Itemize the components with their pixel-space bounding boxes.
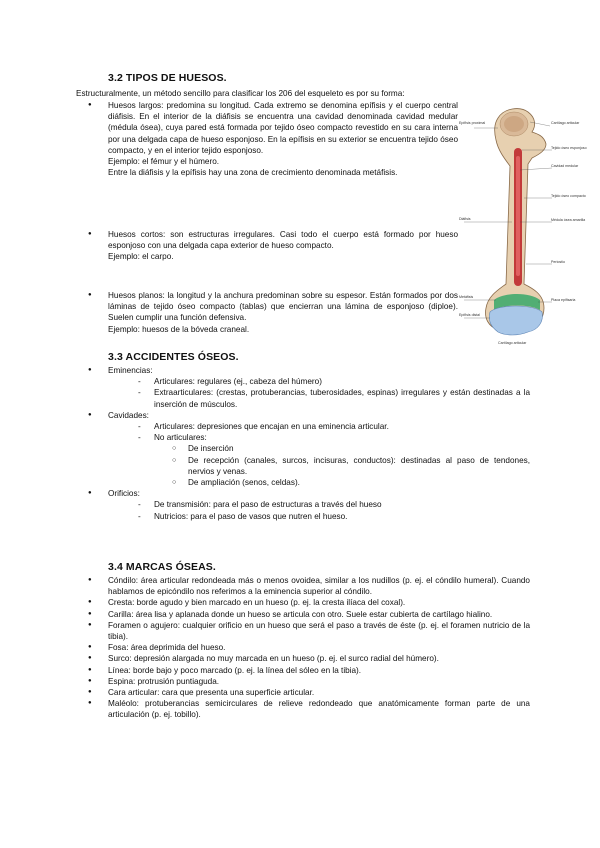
huesos-cortos-desc: ● Huesos cortos: son estructuras irregulares. Casi todo el cuerpo está formado por hueso esponjoso con una delgada capa exterior de hueso compacto. (108, 230, 458, 251)
bone-types-list (82, 100, 458, 178)
list-item-orificios (82, 488, 530, 522)
eminencias-extraarticulares: - Extraarticulares: (crestas, protuberancias, tuberosidades, espinas) irregulares y están destinadas a la inserción de músculos. (138, 387, 530, 409)
section-intro: Estructuralmente, un método sencillo para clasificar los 206 del esqueleto es por su forma: (76, 89, 405, 98)
huesos-cortos-example: Ejemplo: el carpo. (108, 252, 174, 262)
accidentes-list (82, 365, 530, 522)
huesos-largos-desc: ● Huesos largos: predomina su longitud. Cada extremo se denomina epífisis y el cuerpo central diáfisis. En el interior de la diáfisis se encuentra una cavidad denominada cavidad medular (médula ósea), cuya pared está formada por tejido óseo compacto revestido en su cara interna por una delgada capa de hueso esponjoso. En la epífisis en su exterior se encuentra tejido óseo compacto, y en el interior tejido esponjoso. (108, 101, 458, 155)
label-diafisis: Diáfisis (459, 217, 471, 221)
cavidad-recepcion: ○ De recepción (canales, surcos, incisuras, conductos): destinadas al paso de tendones, nervios y venas. (166, 455, 530, 477)
label-epifisis-proximal: Epífisis proximal (459, 121, 486, 125)
label-epifisis-distal: Epífisis distal (459, 313, 480, 317)
orificios-sublist (108, 499, 530, 521)
spongy-bone-proximal (504, 116, 524, 132)
label-metafisis: Metáfisis (459, 295, 474, 299)
list-item-huesos-largos (82, 100, 458, 178)
label-periostio: Periostio (551, 260, 565, 264)
huesos-planos-desc: ● Huesos planos: la longitud y la anchura predominan sobre su espesor. Están formados por dos láminas de tejido óseo compacto (tablas) que encierran una lámina de esponjoso (diploe). Suelen cumplir una función defensiva. (108, 291, 458, 323)
section-heading-tipos-huesos: 3.2 TIPOS DE HUESOS. (108, 72, 227, 84)
cavidad-insercion: ○ De inserción (166, 443, 530, 454)
eminencias-sublist (108, 376, 530, 410)
section-heading-accidentes: 3.3 ACCIDENTES ÓSEOS. (108, 351, 239, 363)
label-tejido-compacto: Tejido óseo compacto (551, 194, 586, 198)
no-articulares-sublist (154, 443, 530, 488)
cavidad-ampliacion: ○ De ampliación (senos, celdas). (166, 477, 530, 488)
cavidades-no-articulares (138, 432, 530, 488)
list-item-huesos-cortos (82, 229, 458, 263)
orificios-nutricios: - Nutricios: para el paso de vasos que nutren el hueso. (138, 511, 530, 522)
femur-diagram (458, 104, 587, 350)
label-tejido-esponjoso: Tejido óseo esponjoso (551, 146, 587, 150)
huesos-largos-example: Ejemplo: el fémur y el húmero. (108, 157, 220, 167)
label-medula-amarilla: Médula ósea amarilla (551, 218, 586, 222)
orificios-transmision: - De transmisión: para el paso de estructuras a través del hueso (138, 499, 530, 510)
marca-condilo: ● Cóndilo: área articular redondeada más o menos ovoidea, similar a los nudillos (p. ej. el cóndilo humeral). Cuando hablamos de epicóndilo nos referimos a la eminencia superior al cóndilo. (82, 575, 530, 597)
marca-cresta: ● Cresta: borde agudo y bien marcado en un hueso (p. ej. la cresta ilíaca del coxal). (82, 597, 530, 608)
marca-foramen: ● Foramen o agujero: cualquier orificio en un hueso que será el paso a través de éste (p. ej. el foramen nutricio de la tibia). (82, 620, 530, 642)
eminencias-label: Eminencias: (108, 366, 153, 375)
list-item-huesos-planos (82, 290, 458, 335)
marca-linea: ● Línea: borde bajo y poco marcado (p. ej. la línea del sóleo en la tibia). (82, 665, 530, 676)
section-heading-marcas: 3.4 MARCAS ÓSEAS. (108, 561, 216, 573)
marca-surco: ● Surco: depresión alargada no muy marcada en un hueso (p. ej. el surco radial del húmero). (82, 653, 530, 664)
list-item-cavidades (82, 410, 530, 488)
orificios-label: Orificios: (108, 489, 140, 499)
marca-fosa: ● Fosa: área deprimida del hueso. (82, 642, 530, 653)
bone-types-list-2 (82, 229, 458, 263)
huesos-planos-example: Ejemplo: huesos de la bóveda craneal. (108, 324, 250, 334)
marca-espina: ● Espina: protrusión puntiaguda. (82, 676, 530, 687)
eminencias-articulares: - Articulares: regulares (ej., cabeza del húmero) (138, 376, 530, 387)
bone-types-list-3 (82, 290, 458, 335)
marca-maleolo: ● Maléolo: protuberancias semicirculares de relieve redondeado que anatómicamente forman parte de una articulación (p. ej. tobillo). (82, 698, 530, 720)
cavidades-articulares: - Articulares: depresiones que encajan en una eminencia articular. (138, 421, 530, 432)
label-cavidad-medular: Cavidad medular (551, 164, 579, 168)
marcas-list (82, 575, 530, 721)
marca-cara-articular: ● Cara articular: cara que presenta una superficie articular. (82, 687, 530, 698)
cavidades-label: Cavidades: (108, 410, 149, 420)
no-articulares-label: No articulares: (154, 433, 207, 443)
huesos-largos-metafisis: Entre la diáfisis y la epífisis hay una zona de crecimiento denominada metáfisis. (108, 168, 398, 178)
list-item-eminencias (82, 365, 530, 410)
label-cartilago: Cartílago articular (551, 121, 580, 125)
cavidades-sublist (108, 421, 530, 488)
label-cartilago-bottom: Cartílago articular (498, 341, 527, 345)
marca-carilla: ● Carilla: área lisa y aplanada donde un hueso se articula con otro. Suele estar cubierta de cartílago hialino. (82, 609, 530, 620)
yellow-marrow (516, 156, 520, 276)
label-placa: Placa epifisaria (551, 298, 576, 302)
